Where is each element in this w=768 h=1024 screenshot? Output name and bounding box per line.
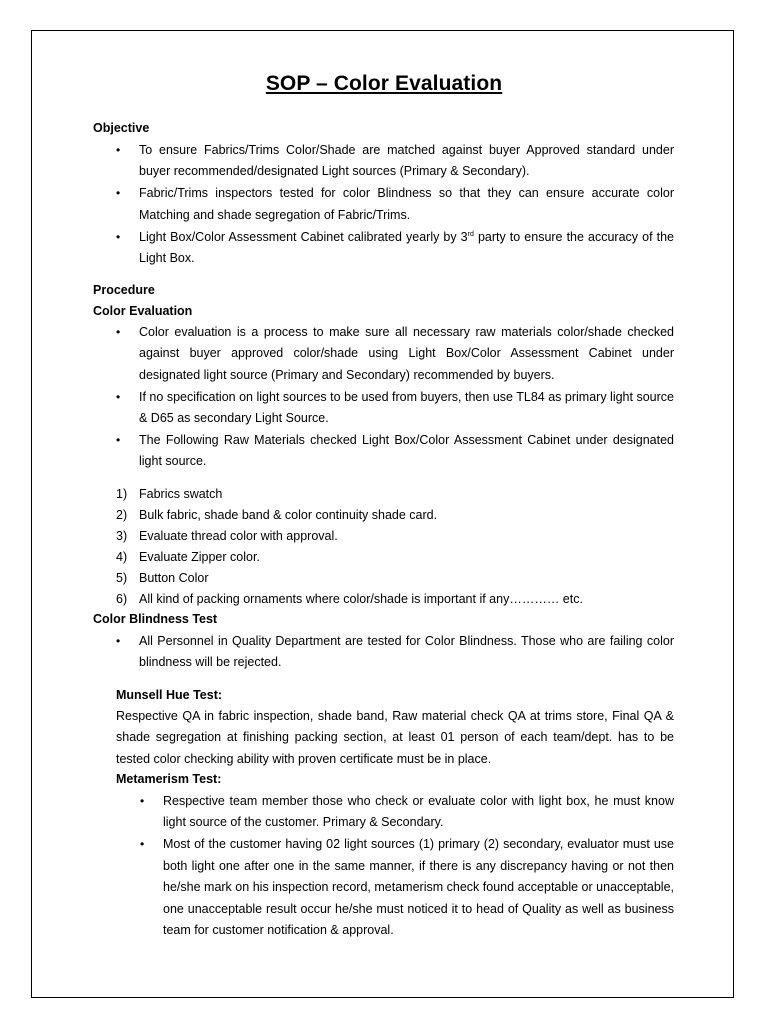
bullet-icon: • bbox=[116, 325, 121, 339]
objective-heading: Objective bbox=[93, 121, 150, 135]
color-blindness-item-1: All Personnel in Quality Department are tested for Color Blindness. Those who are failing color blindness will be rejected. bbox=[139, 634, 674, 670]
color-evaluation-item-2: If no specification on light sources to be used from buyers, then use TL84 as primary light source & D65 as secondary Light Source. bbox=[139, 389, 674, 426]
raw-material-2: Bulk fabric, shade band & color continuity shade card. bbox=[139, 508, 438, 523]
list-number: 2) bbox=[116, 508, 128, 523]
list-item bbox=[116, 631, 674, 674]
list-item bbox=[116, 322, 674, 386]
bullet-icon: • bbox=[116, 389, 121, 404]
metamerism-list bbox=[140, 791, 674, 942]
list-item bbox=[116, 505, 676, 526]
metamerism-item-2: Most of the customer having 02 light sources (1) primary (2) secondary, evaluator must use both light one after one in the same manner, if there is any discrepancy having or not then he/she mark on his inspection record, metamerism check found acceptable or unacceptable, one unacceptable result occur he/she must noticed it to head of Quality as well as business team for customer notification & approval. bbox=[163, 837, 674, 937]
bullet-icon: • bbox=[116, 229, 121, 244]
objective-item-3-sup: rd bbox=[467, 230, 474, 238]
list-item bbox=[116, 387, 674, 430]
color-evaluation-item-1: Color evaluation is a process to make sure all necessary raw materials color/shade checked against buyer approved color/shade using Light Box/Color Assessment Cabinet under designated light source (Primary and Secondary) recommended by buyers. bbox=[139, 325, 674, 382]
list-item bbox=[116, 183, 674, 226]
bullet-icon: • bbox=[140, 837, 145, 852]
bullet-icon: • bbox=[116, 143, 121, 157]
color-evaluation-list bbox=[116, 322, 674, 473]
bullet-icon: • bbox=[116, 433, 121, 448]
procedure-heading: Procedure bbox=[93, 283, 155, 297]
list-item bbox=[116, 140, 674, 183]
list-item bbox=[116, 526, 676, 547]
metamerism-item-1: Respective team member those who check or evaluate color with light box, he must know light source of the customer. Primary & Secondary. bbox=[163, 794, 674, 830]
list-number: 1) bbox=[116, 487, 128, 501]
bullet-icon: • bbox=[116, 186, 121, 201]
list-item bbox=[140, 791, 674, 834]
list-item bbox=[116, 430, 674, 473]
metamerism-heading: Metamerism Test: bbox=[116, 772, 222, 786]
color-evaluation-heading: Color Evaluation bbox=[93, 304, 193, 318]
bullet-icon: • bbox=[140, 794, 145, 808]
list-number: 5) bbox=[116, 571, 128, 586]
objective-list bbox=[116, 140, 674, 270]
objective-item-1: To ensure Fabrics/Trims Color/Shade are matched against buyer Approved standard under buyer recommended/designated Light sources (Primary & Secondary). bbox=[139, 143, 674, 179]
list-number: 4) bbox=[116, 550, 128, 565]
color-evaluation-item-3: The Following Raw Materials checked Light Box/Color Assessment Cabinet under designated light source. bbox=[139, 433, 674, 469]
list-item bbox=[116, 547, 676, 568]
raw-material-1: Fabrics swatch bbox=[139, 487, 223, 501]
list-item bbox=[116, 568, 676, 589]
list-item bbox=[116, 227, 674, 270]
color-blindness-list bbox=[116, 631, 674, 674]
list-item bbox=[116, 589, 676, 610]
objective-item-3-start: Light Box/Color Assessment Cabinet calibrated yearly by 3 bbox=[139, 229, 468, 244]
list-item bbox=[140, 834, 674, 941]
objective-item-2: Fabric/Trims inspectors tested for color Blindness so that they can ensure accurate color Matching and shade segregation of Fabric/Trims. bbox=[139, 186, 674, 222]
raw-material-4: Evaluate Zipper color. bbox=[139, 550, 260, 565]
list-number: 3) bbox=[116, 529, 128, 544]
list-number: 6) bbox=[116, 592, 128, 607]
munsell-paragraph: Respective QA in fabric inspection, shade band, Raw material check QA at trims store, Final QA & shade segregation at finishing packing section, at least 01 person of each team/dept. has to be tested color checking ability with proven certificate must be in place. bbox=[116, 709, 674, 766]
raw-material-5: Button Color bbox=[139, 571, 209, 586]
munsell-heading: Munsell Hue Test: bbox=[116, 688, 223, 702]
color-blindness-heading: Color Blindness Test bbox=[93, 612, 218, 626]
raw-material-6: All kind of packing ornaments where color/shade is important if any………… etc. bbox=[139, 592, 583, 607]
list-item bbox=[116, 484, 676, 505]
document-title: SOP – Color Evaluation bbox=[265, 72, 503, 95]
objective-item-3-end: party to ensure the accuracy of the Light Box. bbox=[139, 229, 674, 266]
bullet-icon: • bbox=[116, 634, 121, 648]
raw-materials-list bbox=[116, 484, 676, 611]
raw-material-3: Evaluate thread color with approval. bbox=[139, 529, 338, 544]
